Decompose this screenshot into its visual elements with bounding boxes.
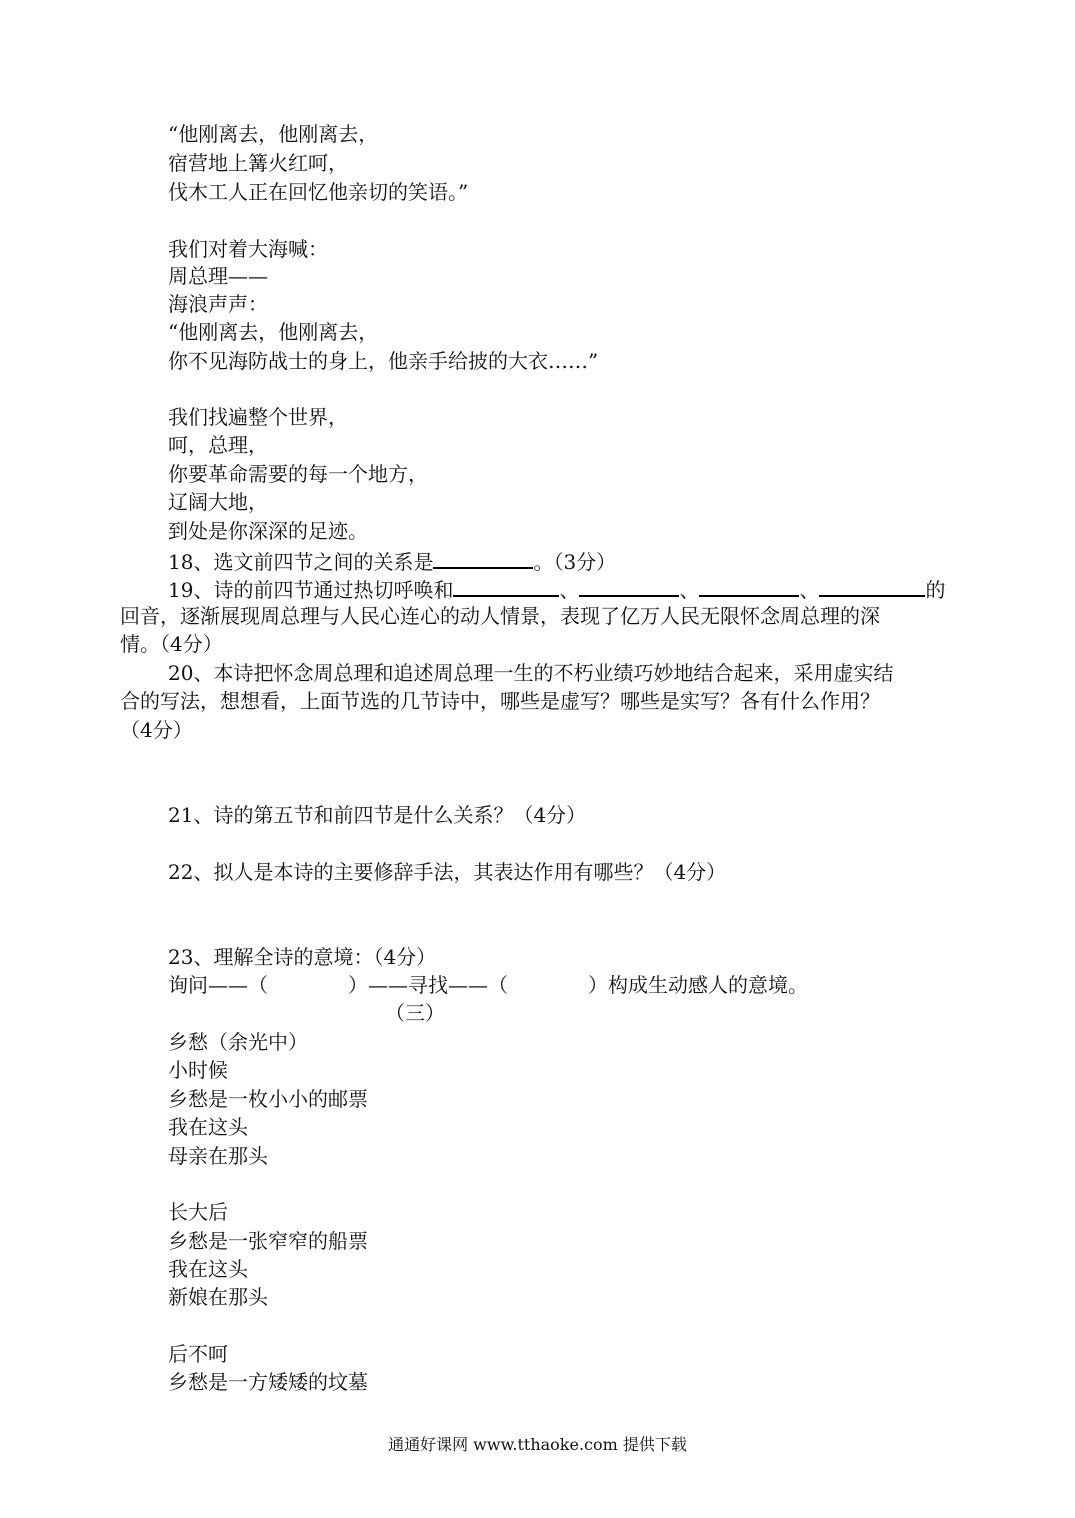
poem-line: 海浪声声： — [168, 292, 268, 316]
poem-line: 周总理—— — [168, 264, 268, 288]
question-20-cont: （4分） — [120, 718, 193, 742]
question-19-cont: 回音，逐渐展现周总理与人民心连心的动人情景，表现了亿万人民无限怀念周总理的深 — [120, 604, 880, 628]
answer-blank[interactable] — [453, 573, 559, 597]
question-19: 19、诗的前四节通过热切呼唤和 、 、 、 的 — [168, 573, 945, 604]
answer-blank[interactable] — [699, 573, 799, 597]
poem-line: 宿营地上篝火红呵， — [168, 151, 348, 175]
poem-line: 我们找遍整个世界， — [168, 405, 348, 429]
poem-line: 乡愁是一方矮矮的坟墓 — [168, 1370, 368, 1394]
poem-line: 辽阔大地， — [168, 490, 268, 514]
poem-line: 我在这头 — [168, 1115, 248, 1139]
poem-line: 新娘在那头 — [168, 1285, 268, 1309]
question-21: 21、诗的第五节和前四节是什么关系？（4分） — [168, 803, 587, 827]
answer-blank[interactable] — [433, 545, 533, 569]
answer-blank[interactable] — [579, 573, 679, 597]
question-20: 20、本诗把怀念周总理和追述周总理一生的不朽业绩巧妙地结合起来，采用虚实结 — [168, 661, 894, 685]
poem-line: 我们对着大海喊： — [168, 237, 328, 261]
page-footer: 通通好课网 www.tthaoke.com 提供下载 — [388, 1435, 687, 1454]
poem-line: 到处是你深深的足迹。 — [168, 519, 368, 543]
poem-line: 呵，总理， — [168, 433, 268, 457]
question-20-cont: 合的写法，想想看，上面节选的几节诗中，哪些是虚写？哪些是实写？各有什么作用？ — [120, 689, 880, 713]
question-19-cont: 情。（4分） — [120, 632, 223, 656]
poem-line: 你要革命需要的每一个地方， — [168, 462, 428, 486]
section-heading: （三） — [385, 1001, 445, 1025]
answer-blank[interactable] — [819, 573, 925, 597]
poem-line: 伐木工人正在回忆他亲切的笑语。” — [168, 180, 469, 204]
poem-line: 我在这头 — [168, 1257, 248, 1281]
poem-title: 乡愁（余光中） — [168, 1030, 308, 1054]
question-23-answer-line: 询问——（ ）——寻找——（ ）构成生动感人的意境。 — [168, 973, 808, 997]
question-23: 23、理解全诗的意境：（4分） — [168, 945, 437, 969]
poem-line: 乡愁是一张窄窄的船票 — [168, 1229, 368, 1253]
poem-line: 长大后 — [168, 1200, 228, 1224]
poem-line: 你不见海防战士的身上，他亲手给披的大衣……” — [168, 349, 599, 373]
poem-line: “他刚离去，他刚离去， — [168, 122, 379, 146]
poem-line: 后不呵 — [168, 1342, 228, 1366]
poem-line: 小时候 — [168, 1058, 228, 1082]
poem-line: 母亲在那头 — [168, 1144, 268, 1168]
poem-line: “他刚离去，他刚离去， — [168, 320, 379, 344]
poem-line: 乡愁是一枚小小的邮票 — [168, 1087, 368, 1111]
question-22: 22、拟人是本诗的主要修辞手法，其表达作用有哪些？（4分） — [168, 860, 727, 884]
question-18: 18、选文前四节之间的关系是 。（3分） — [168, 545, 616, 576]
